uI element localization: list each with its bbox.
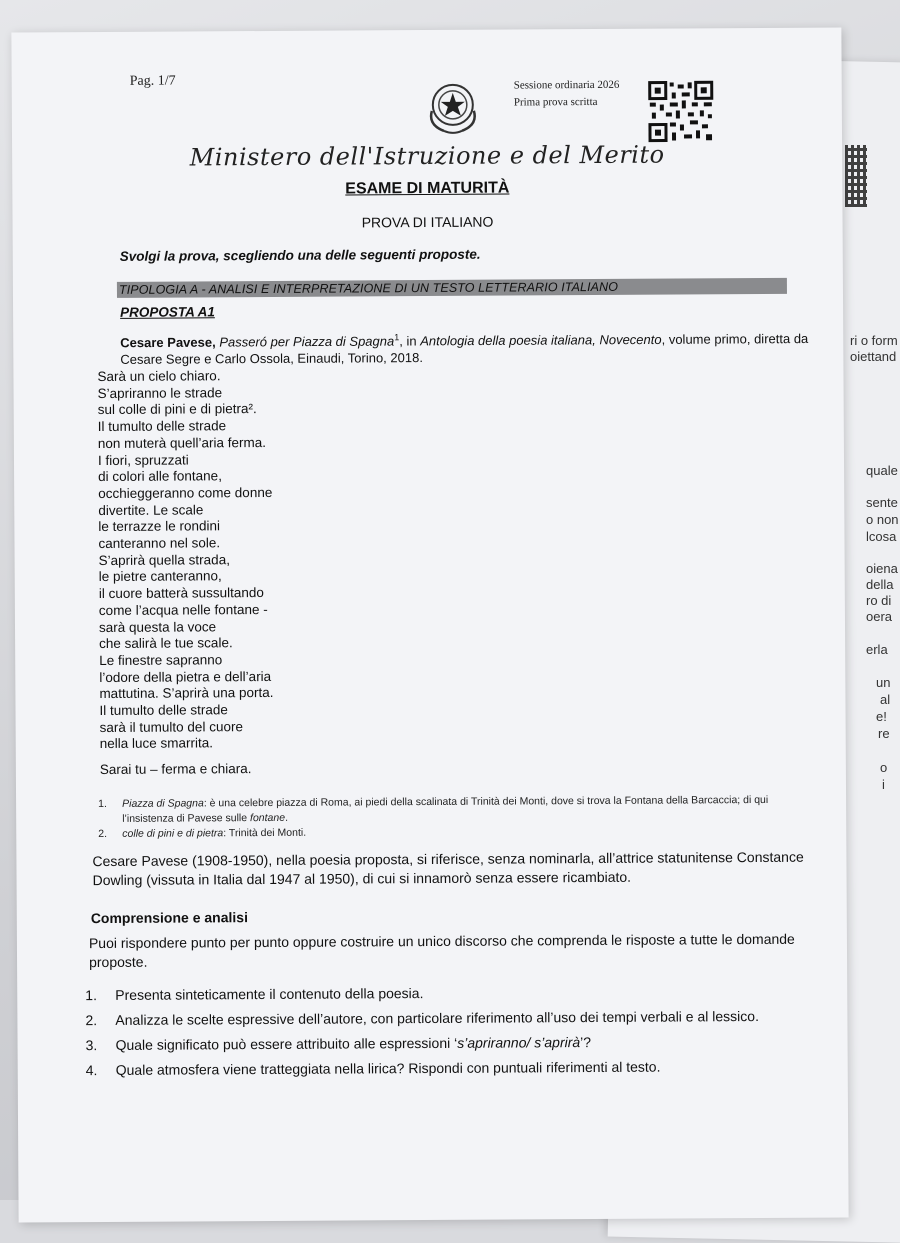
footnote-term: Piazza di Spagna	[122, 797, 204, 810]
back-sheet-fragment: o non	[866, 512, 899, 527]
poem-line: di colori alle fontane,	[98, 468, 222, 485]
question-text: Quale atmosfera viene tratteggiata nella lirica? Rispondi con puntuali riferimenti al testo.	[115, 1058, 661, 1078]
poem-line: occhieggeranno come donne	[98, 484, 273, 501]
section-title: Comprensione e analisi	[90, 909, 249, 927]
footnote-term: colle di pini e di pietra	[122, 827, 224, 840]
footnote-body: : Trinità dei Monti.	[223, 826, 307, 840]
back-sheet-fragment: o	[880, 760, 888, 775]
footnote	[98, 823, 818, 842]
poem-line: le pietre canteranno,	[98, 568, 222, 585]
back-sheet-fragment: erla	[866, 642, 888, 657]
proposta-heading: PROPOSTA A1	[120, 304, 215, 320]
footnote-term2: fontane	[249, 811, 286, 825]
footnote-text	[122, 793, 818, 827]
back-sheet-fragment: oiena	[866, 561, 898, 576]
section-intro: Puoi rispondere punto per punto oppure costruire un unico discorso che comprenda le risposte a tutte le domande proposte.	[88, 930, 795, 971]
tipologia-banner: TIPOLOGIA A - ANALISI E INTERPRETAZIONE DI UN TESTO LETTERARIO ITALIANO	[117, 278, 787, 298]
question-text-start: Quale significato può essere attribuito alle espressioni ‘	[115, 1034, 458, 1053]
citation-connector: , in	[399, 333, 421, 349]
poem-line: il cuore batterà sussultando	[98, 585, 264, 602]
qr-code-icon	[648, 80, 714, 142]
instructions: Svolgi la prova, scegliendo una delle seguenti proposte.	[119, 246, 481, 264]
back-sheet-fragment: lcosa	[866, 529, 897, 544]
question-text: Analizza le scelte espressive dell’autore, con particolare riferimento all’uso dei tempi verbali e al lessico.	[115, 1007, 759, 1028]
poem-line: l’odore della pietra e dell’aria	[99, 668, 272, 685]
citation-author: Cesare Pavese,	[120, 334, 216, 351]
poem-line: le terrazze le rondini	[98, 518, 221, 535]
poem-last-line: Sarai tu – ferma e chiara.	[99, 761, 252, 778]
back-sheet-fragment: oera	[866, 609, 893, 624]
footnote	[98, 793, 818, 827]
question-text: Presenta sinteticamente il contenuto della poesia.	[115, 984, 424, 1003]
citation-details: , volume primo, diretta da Cesare Segre e Carlo Ossola, Einaudi, Torino, 2018.	[120, 331, 809, 368]
back-sheet-qr-code-icon	[845, 145, 867, 207]
question-number: 3.	[85, 1036, 98, 1053]
ministry-name: Ministero dell'Istruzione e del Merito	[189, 140, 665, 172]
poem-line: canteranno nel sole.	[98, 535, 221, 552]
exam-title: ESAME DI MATURITÀ	[345, 179, 510, 198]
citation-footnote-ref: 1	[394, 332, 400, 343]
poem-line: sarà questa la voce	[98, 618, 217, 635]
back-sheet-fragment: oiettand	[850, 349, 897, 364]
back-sheet-fragment: ri o form	[850, 333, 898, 348]
poem-line: che salirà le tue scale.	[99, 635, 233, 652]
question-text-end: ’?	[580, 1033, 592, 1050]
footnote-end: .	[285, 811, 289, 824]
poem-line: sul colle di pini e di pietra².	[97, 401, 257, 418]
poem-line: I fiori, spruzzati	[97, 451, 189, 468]
session-subline: Prima prova scritta	[513, 95, 598, 109]
poem-line: sarà il tumulto del cuore	[99, 718, 243, 735]
poem-line: Il tumulto delle strade	[99, 702, 228, 719]
question-number: 2.	[85, 1011, 98, 1028]
poem-text	[97, 368, 273, 753]
poem-line: Le finestre sapranno	[99, 652, 223, 668]
question-text-italic: s’apriranno/ s’aprirà	[457, 1033, 581, 1051]
questions-list	[85, 977, 846, 1082]
back-sheet-fragment: re	[878, 726, 890, 741]
question-text	[116, 1034, 592, 1053]
exam-subject: PROVA DI ITALIANO	[361, 213, 494, 231]
footnote-number: 1.	[98, 797, 107, 811]
poem-line: mattutina. S’aprirà una porta.	[99, 685, 274, 702]
citation-anthology: Antologia della poesia italiana, Novecento	[420, 331, 662, 349]
back-sheet-fragment: quale	[866, 463, 898, 478]
back-sheet-fragment: sente	[866, 495, 898, 510]
poem-line: come l’acqua nelle fontane -	[98, 601, 268, 618]
poem-line: S’apriranno le strade	[97, 384, 223, 401]
back-sheet-fragment: ro di	[866, 593, 892, 608]
back-sheet-fragment: un	[876, 675, 891, 690]
back-sheet-fragment: i	[882, 777, 885, 792]
page-number: Pag. 1/7	[129, 73, 176, 89]
poem-line: Il tumulto delle strade	[97, 418, 227, 435]
back-sheet-fragment: e!	[876, 709, 887, 724]
citation-title: Passeró per Piazza di Spagna	[219, 333, 395, 350]
footnote-number: 2.	[98, 827, 108, 841]
back-sheet-fragment: al	[880, 692, 891, 707]
question-number: 4.	[85, 1061, 98, 1078]
footnote-text	[122, 823, 818, 842]
session-line: Sessione ordinaria 2026	[513, 78, 620, 92]
poem-citation	[120, 327, 810, 369]
italian-republic-emblem-icon	[424, 75, 482, 137]
poem-line: divertite. Le scale	[98, 502, 204, 518]
footnotes	[98, 793, 818, 842]
poem-line: S’aprirà quella strada,	[98, 551, 230, 568]
exam-sheet	[11, 27, 848, 1222]
poem-line: nella luce smarrita.	[99, 735, 214, 752]
poem-line: Sarà un cielo chiaro.	[97, 368, 221, 385]
session-info	[514, 77, 620, 112]
footnote-body: : è una celebre piazza di Roma, ai piedi della scalinata di Trinità dei Monti, dove si trova la Fontana della Barcaccia; di qui l’insistenza di Pavese sulle	[122, 793, 769, 825]
context-paragraph: Cesare Pavese (1908-1950), nella poesia proposta, si riferisce, senza nominarla, all’attrice statunitense Constance Dowling (vissuta in Italia dal 1947 al 1950), di cui si innamorò senza essere ricambiato.	[92, 848, 804, 888]
poem-line: non muterà quell’aria ferma.	[97, 434, 267, 451]
back-sheet-fragment: della	[866, 577, 894, 592]
question-number: 1.	[85, 986, 97, 1003]
question-item	[86, 1052, 846, 1082]
